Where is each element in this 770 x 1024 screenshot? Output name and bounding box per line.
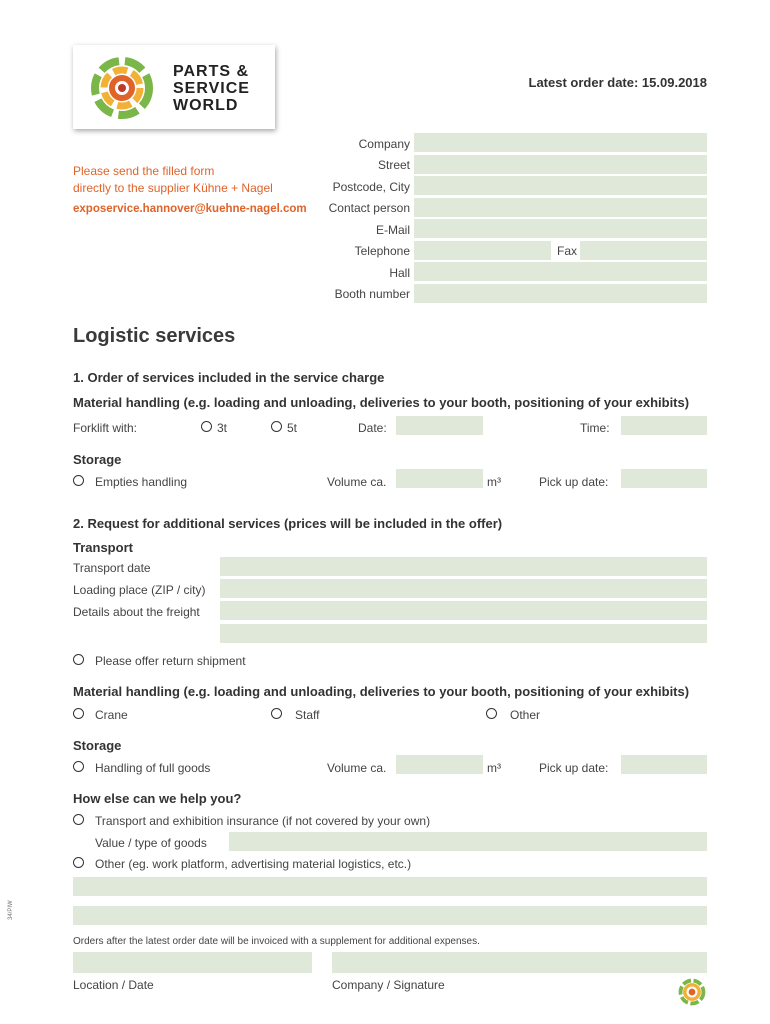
forklift-date-field[interactable] [396,416,483,435]
location-date-label: Location / Date [73,978,154,992]
latest-order-date: Latest order date: 15.09.2018 [528,75,707,90]
help-other-field-2[interactable] [73,906,707,925]
empties-handling-label: Empties handling [95,475,188,489]
freight-details-field[interactable] [220,601,707,620]
full-goods-radio[interactable] [73,761,84,772]
company-label: Company [358,137,410,151]
section1-volume-label: Volume ca. [327,475,387,489]
postcode-city-field[interactable] [414,176,707,195]
contact-person-field[interactable] [414,198,707,217]
section2-heading: 2. Request for additional services (prices will be included in the offer) [73,516,503,531]
freight-details-field-2[interactable] [220,624,707,643]
logo-box [73,45,275,129]
footer-logo-icon [678,978,706,1006]
street-field[interactable] [414,155,707,174]
transport-heading: Transport [73,540,133,555]
location-date-field[interactable] [73,952,312,973]
help-heading: How else can we help you? [73,791,242,806]
section2-volume-field[interactable] [396,755,483,774]
fax-label: Fax [557,244,578,258]
email-field[interactable] [414,219,707,238]
side-code: 34/PIW [8,900,14,920]
other-radio[interactable] [486,708,497,719]
booth-number-field[interactable] [414,284,707,303]
crane-label: Crane [95,708,128,722]
return-shipment-radio[interactable] [73,654,84,665]
section1-m3-label: m³ [487,475,501,489]
page-title: Logistic services [73,325,236,347]
section1-volume-field[interactable] [396,469,483,488]
other-label: Other [510,708,541,722]
staff-radio[interactable] [271,708,282,719]
section2-m3-label: m³ [487,761,501,775]
street-label: Street [377,158,410,172]
logo-text-line3: WORLD [173,97,239,114]
forklift-label: Forklift with: [73,421,138,435]
staff-label: Staff [295,708,320,722]
empties-handling-radio[interactable] [73,475,84,486]
loading-place-field[interactable] [220,579,707,598]
send-note-line1: Please send the filled form [73,164,215,178]
section1-material-handling: Material handling (e.g. loading and unloading, deliveries to your booth, positioning of your exhibits) [73,395,690,410]
send-note-email: exposervice.hannover@kuehne-nagel.com [73,203,307,215]
return-shipment-label: Please offer return shipment [95,654,246,668]
forklift-date-label: Date: [358,421,387,435]
section1-pickup-label: Pick up date: [539,475,609,489]
forklift-5t-radio[interactable] [271,421,282,432]
value-type-field[interactable] [229,832,707,851]
forklift-5t-label: 5t [287,421,298,435]
postcode-city-label: Postcode, City [332,180,410,194]
section2-volume-label: Volume ca. [327,761,387,775]
section2-pickup-label: Pick up date: [539,761,609,775]
insurance-label: Transport and exhibition insurance (if not covered by your own) [95,814,431,828]
footer-note: Orders after the latest order date will be invoiced with a supplement for additional expenses. [73,936,480,947]
transport-date-field[interactable] [220,557,707,576]
section1-heading: 1. Order of services included in the service charge [73,370,385,385]
hall-label: Hall [389,266,410,280]
section2-material-handling: Material handling (e.g. loading and unloading, deliveries to your booth, positioning of your exhibits) [73,684,690,699]
forklift-3t-radio[interactable] [201,421,212,432]
help-other-field-1[interactable] [73,877,707,896]
freight-details-label: Details about the freight [73,605,200,619]
booth-number-label: Booth number [334,287,410,301]
telephone-field[interactable] [414,241,551,260]
section2-storage-heading: Storage [73,738,122,753]
contact-person-label: Contact person [328,201,410,215]
value-type-label: Value / type of goods [95,836,207,850]
transport-date-label: Transport date [73,561,151,575]
parts-service-world-logo-icon [89,55,155,121]
insurance-radio[interactable] [73,814,84,825]
send-note-line2: directly to the supplier Kühne + Nagel [73,181,273,195]
full-goods-label: Handling of full goods [95,761,211,775]
section1-storage-heading: Storage [73,452,122,467]
crane-radio[interactable] [73,708,84,719]
fax-field[interactable] [580,241,707,260]
company-signature-label: Company / Signature [332,978,445,992]
hall-field[interactable] [414,262,707,281]
section1-pickup-field[interactable] [621,469,707,488]
logo-text-line1: PARTS & [173,63,250,80]
help-other-radio[interactable] [73,857,84,868]
logo-text-line2: SERVICE [173,80,250,97]
help-other-label: Other (eg. work platform, advertising material logistics, etc.) [95,857,412,871]
company-signature-field[interactable] [332,952,707,973]
forklift-time-label: Time: [580,421,610,435]
forklift-time-field[interactable] [621,416,707,435]
loading-place-label: Loading place (ZIP / city) [73,583,206,597]
section2-pickup-field[interactable] [621,755,707,774]
forklift-3t-label: 3t [217,421,228,435]
company-field[interactable] [414,133,707,152]
email-label: E-Mail [375,223,410,237]
telephone-label: Telephone [354,244,410,258]
